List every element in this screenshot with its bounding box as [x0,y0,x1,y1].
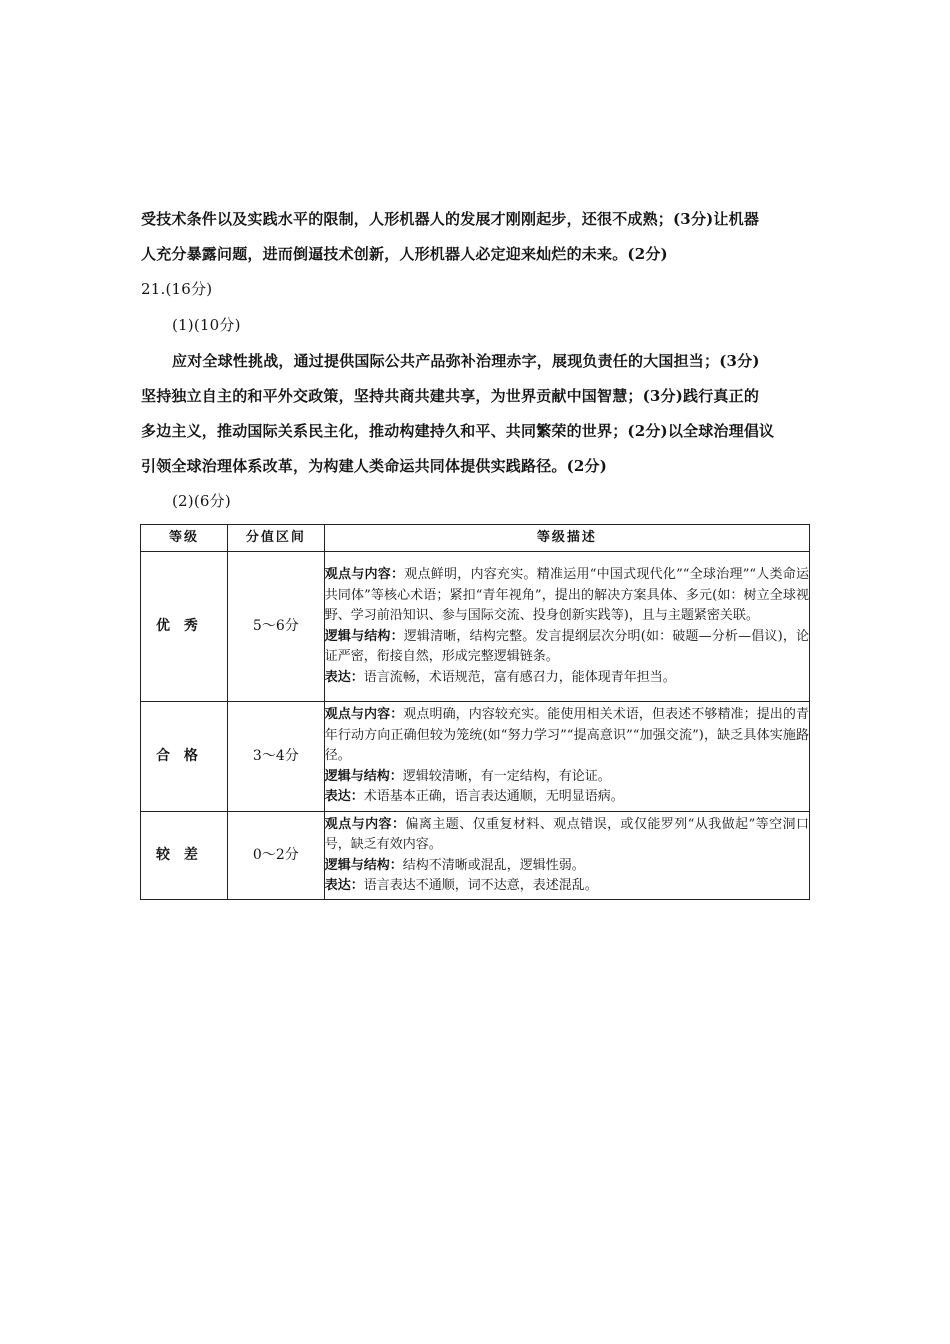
part1-heading: (1)(10分) [172,316,241,334]
criterion [325,856,809,877]
criterion-key: 表达： [324,789,364,805]
criterion-key: 观点与内容： [324,816,406,832]
text-line: 多边主义，推动国际关系民主化，推动构建持久和平、共同繁荣的世界；(2分)以全球治理倡议 [141,422,775,440]
text-line: 人充分暴露问题，进而倒逼技术创新，人形机器人必定迎来灿烂的未来。(2分) [141,245,668,263]
criterion-text: 观点鲜明，内容充实。精准运用“中国式现代化”“全球治理”“人类命运共同体”等核心术语；紧扣“青年视角”，提出的解决方案具体、多元(如：树立全球视野、学习前沿知识、参与国际交流、投身创新实践等)，且与主题紧密关联。 [324,567,809,623]
table-row [141,812,810,900]
criterion-key: 表达： [324,669,364,685]
part2-heading: (2)(6分) [172,492,231,510]
criterion-text: 结构不清晰或混乱，逻辑性弱。 [402,857,585,873]
grade-cell: 合格 [141,702,228,812]
criterion [325,627,809,668]
grade-cell: 优秀 [141,552,228,702]
criterion [325,876,809,897]
description-cell [324,552,809,702]
criterion-key: 观点与内容： [324,707,404,723]
criterion [325,668,809,689]
score-cell: 5～6分 [227,552,324,702]
criterion-key: 表达： [324,878,364,893]
criterion-text: 语言表达不通顺，词不达意，表述混乱。 [363,878,598,893]
criterion-text: 语言流畅，术语规范，富有感召力，能体现青年担当。 [363,669,676,685]
grading-rubric-table [140,524,810,900]
table-row [141,702,810,812]
criterion [325,767,809,788]
question-heading: 21.(16分) [141,280,213,298]
criterion [325,565,809,627]
criterion-key: 观点与内容： [324,567,405,582]
criterion-key: 逻辑与结构： [324,768,403,784]
criterion-text: 偏离主题、仅重复材料、观点错误，或仅能罗列“从我做起”等空洞口号，缺乏有效内容。 [324,816,809,852]
text-line: 应对全球性挑战，通过提供国际公共产品弥补治理赤字，展现负责任的大国担当；(3分) [172,352,760,370]
score-cell: 3～4分 [227,702,324,812]
criterion-text: 术语基本正确，语言表达通顺，无明显语病。 [363,789,624,805]
text-line: 坚持独立自主的和平外交政策，坚持共商共建共享，为世界贡献中国智慧；(3分)践行真正的 [141,387,760,405]
table-row [141,552,810,702]
criterion [325,787,809,808]
criterion-text: 观点明确，内容较充实。能使用相关术语，但表述不够精准；提出的青年行动方向正确但较为笼统(如“努力学习”“提高意识”“加强交流”)，缺乏具体实施路径。 [324,707,809,764]
text-line: 受技术条件以及实践水平的限制，人形机器人的发展才刚刚起步，还很不成熟；(3分)让机器 [141,210,760,228]
criterion-key: 逻辑与结构： [324,857,403,873]
score-cell: 0～2分 [227,812,324,900]
text-line: 引领全球治理体系改革，为构建人类命运共同体提供实践路径。(2分) [141,457,608,475]
table-header-row [141,525,810,552]
header-description: 等级描述 [324,525,809,552]
header-score: 分值区间 [227,525,324,552]
description-cell [324,702,809,812]
grade-cell: 较差 [141,812,228,900]
criterion [325,705,809,767]
criterion-text: 逻辑清晰，结构完整。发言提纲层次分明(如：破题—分析—倡议)，论证严密，衔接自然，形成完整逻辑链条。 [324,628,809,664]
criterion-key: 逻辑与结构： [324,628,404,644]
criterion-text: 逻辑较清晰，有一定结构，有论证。 [402,768,611,784]
criterion [325,815,809,856]
description-cell [324,812,809,900]
header-grade: 等级 [141,525,228,552]
